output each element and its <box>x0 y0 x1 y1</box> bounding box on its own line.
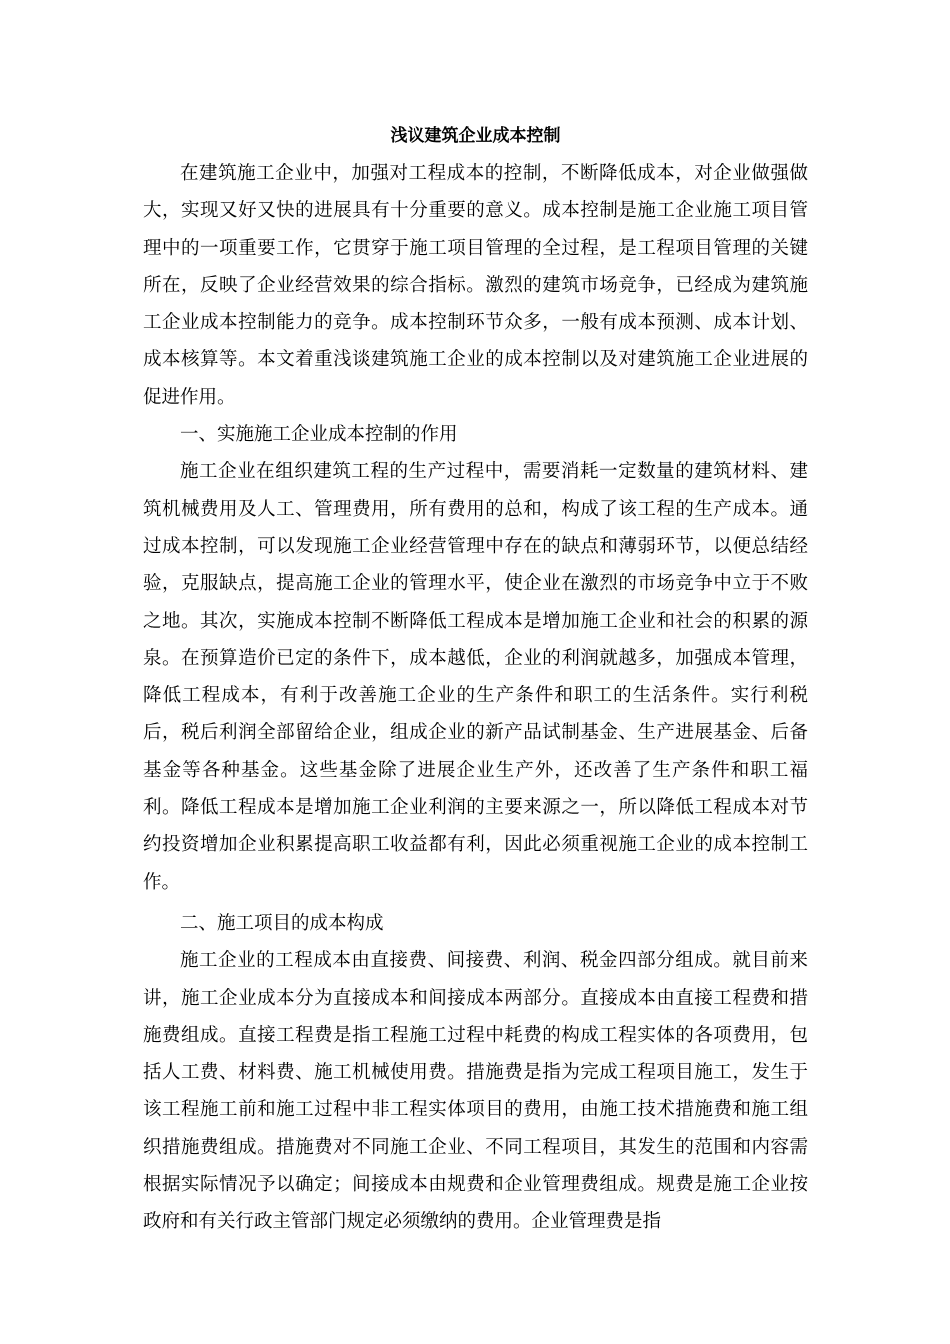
section-1-heading: 一、实施施工企业成本控制的作用 <box>180 424 458 446</box>
document-title: 浅议建筑企业成本控制 <box>390 126 561 146</box>
document-body <box>143 120 808 1241</box>
intro-paragraph: 在建筑施工企业中，加强对工程成本的控制，不断降低成本，对企业做强做大，实现又好又快的进展具有十分重要的意义。成本控制是施工企业施工项目管理中的一项重要工作，它贯穿于施工项目管理的全过程，是工程项目管理的关键所在，反映了企业经营效果的综合指标。激烈的建筑市场竞争，已经成为建筑施工企业成本控制能力的竞争。成本控制环节众多，一般有成本预测、成本计划、成本核算等。本文着重浅谈建筑施工企业的成本控制以及对建筑施工企业进展的促进作用。 <box>143 163 808 408</box>
section-2-heading: 二、施工项目的成本构成 <box>180 912 384 934</box>
section-1-paragraph: 施工企业在组织建筑工程的生产过程中，需要消耗一定数量的建筑材料、建筑机械费用及人工、管理费用，所有费用的总和，构成了该工程的生产成本。通过成本控制，可以发现施工企业经营管理中存在的缺点和薄弱环节，以便总结经验，克服缺点，提高施工企业的管理水平，使企业在激烈的市场竞争中立于不败之地。其次，实施成本控制不断降低工程成本是增加施工企业和社会的积累的源泉。在预算造价已定的条件下，成本越低，企业的利润就越多，加强成本管理，降低工程成本，有利于改善施工企业的生产条件和职工的生活条件。实行利税后，税后利润全部留给企业，组成企业的新产品试制基金、生产进展基金、后备基金等各种基金。这些基金除了进展企业生产外，还改善了生产条件和职工福利。降低工程成本是增加施工企业利润的主要来源之一，所以降低工程成本对节约投资增加企业积累提高职工收益都有利，因此必须重视施工企业的成本控制工作。 <box>143 461 808 893</box>
section-2-paragraph: 施工企业的工程成本由直接费、间接费、利润、税金四部分组成。就目前来讲，施工企业成本分为直接成本和间接成本两部分。直接成本由直接工程费和措施费组成。直接工程费是指工程施工过程中耗费的构成工程实体的各项费用，包括人工费、材料费、施工机械使用费。措施费是指为完成工程项目施工，发生于该工程施工前和施工过程中非工程实体项目的费用，由施工技术措施费和施工组织措施费组成。措施费对不同施工企业、不同工程项目，其发生的范围和内容需根据实际情况予以确定；间接成本由规费和企业管理费组成。规费是施工企业按政府和有关行政主管部门规定必须缴纳的费用。企业管理费是指 <box>143 950 808 1233</box>
